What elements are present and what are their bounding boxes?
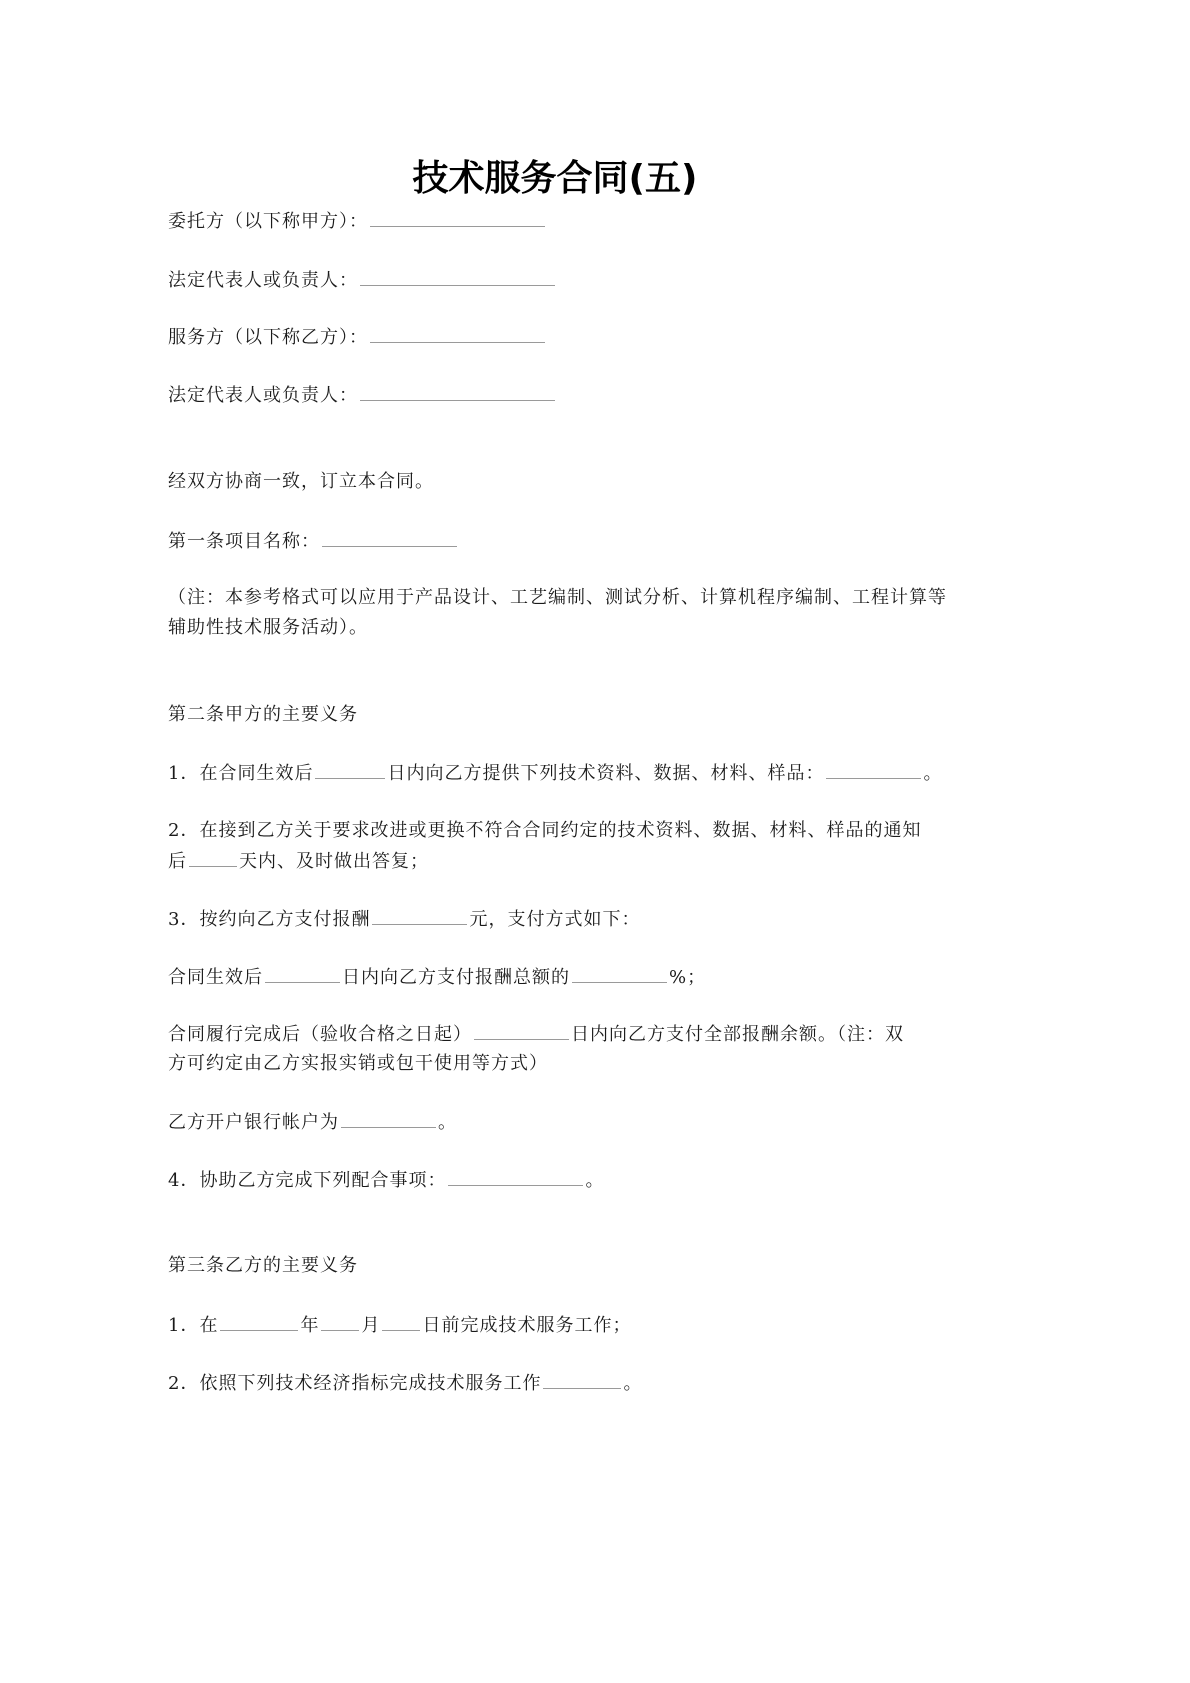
article3-item2 [168, 1368, 642, 1399]
payment-term1-text-a: 合同生效后 [168, 967, 263, 988]
deadline-month-blank[interactable] [321, 1310, 359, 1331]
article1-label: 第一条项目名称： [168, 531, 320, 552]
article2-item4 [168, 1165, 604, 1196]
payment-term2-line1 [168, 1019, 904, 1050]
bank-account-blank[interactable] [341, 1107, 436, 1128]
bank-account-label: 乙方开户银行帐户为 [168, 1112, 339, 1133]
intro-text: 经双方协商一致，订立本合同。 [168, 471, 434, 492]
party-a-rep-line [168, 265, 557, 296]
tech-indicators-blank[interactable] [543, 1368, 621, 1389]
deadline-day-blank[interactable] [382, 1310, 420, 1331]
article2-heading: 第二条甲方的主要义务 [168, 704, 358, 725]
article3-heading: 第三条乙方的主要义务 [168, 1255, 358, 1276]
payment-term1-days-blank[interactable] [265, 962, 340, 983]
payment-term1 [168, 962, 706, 993]
article2-item3-text-a: 3．按约向乙方支付报酬 [168, 909, 371, 930]
party-b-rep-label: 法定代表人或负责人： [168, 385, 358, 406]
article2-item4-end: 。 [585, 1170, 605, 1191]
article2-item1-materials-blank[interactable] [826, 758, 921, 779]
bank-account-line [168, 1107, 457, 1138]
party-b-rep-line [168, 380, 557, 411]
article3-item1 [168, 1310, 631, 1341]
payment-amount-blank[interactable] [372, 904, 467, 925]
article3-item1-text-a: 1．在 [168, 1315, 219, 1336]
project-name-blank[interactable] [322, 526, 457, 547]
payment-term1-text-b: 日内向乙方支付报酬总额的 [342, 967, 570, 988]
article2-item2-text-b: 后 [168, 851, 187, 872]
article2-item1-end: 。 [923, 763, 943, 784]
article2-item2-line1: 2．在接到乙方关于要求改进或更换不符合合同约定的技术资料、数据、材料、样品的通知 [168, 820, 922, 841]
payment-term1-text-c: %； [669, 967, 707, 988]
article2-item1 [168, 758, 942, 789]
article3-item2-end: 。 [623, 1373, 643, 1394]
payment-term2-days-blank[interactable] [474, 1019, 569, 1040]
party-a-blank[interactable] [370, 206, 545, 227]
party-a-rep-label: 法定代表人或负责人： [168, 270, 358, 291]
article3-item1-text-d: 日前完成技术服务工作； [422, 1315, 632, 1336]
party-b-blank[interactable] [370, 322, 545, 343]
article2-item2-days-blank[interactable] [189, 846, 237, 867]
party-b-rep-blank[interactable] [360, 380, 555, 401]
article1-note: （注：本参考格式可以应用于产品设计、工艺编制、测试分析、计算机程序编制、工程计算等辅助性技术服务活动）。 [168, 587, 947, 638]
payment-term2-line2: 方可约定由乙方实报实销或包干使用等方式） [168, 1053, 548, 1074]
deadline-month-label: 月 [361, 1315, 381, 1336]
article2-item2-text-c: 天内、及时做出答复； [239, 851, 429, 872]
party-a-rep-blank[interactable] [360, 265, 555, 286]
article3-item2-text: 2．依照下列技术经济指标完成技术服务工作 [168, 1373, 542, 1394]
deadline-year-blank[interactable] [220, 1310, 298, 1331]
article2-item2-line2 [168, 846, 429, 877]
article1-line [168, 526, 459, 557]
article2-item3 [168, 904, 640, 935]
article2-item3-text-b: 元，支付方式如下： [469, 909, 641, 930]
document-title: 技术服务合同(五) [412, 158, 698, 199]
cooperation-items-blank[interactable] [448, 1165, 583, 1186]
payment-term2-text-a: 合同履行完成后（验收合格之日起） [168, 1024, 472, 1045]
article2-item1-text-a: 1．在合同生效后 [168, 763, 314, 784]
article2-item1-days-blank[interactable] [315, 758, 385, 779]
party-b-line [168, 322, 547, 353]
article2-item1-text-b: 日内向乙方提供下列技术资料、数据、材料、样品： [387, 763, 825, 784]
payment-term1-percent-blank[interactable] [572, 962, 667, 983]
party-b-label: 服务方（以下称乙方）： [168, 327, 368, 348]
party-a-line [168, 206, 547, 237]
payment-term2-text-b: 日内向乙方支付全部报酬余额。（注：双 [571, 1024, 904, 1045]
bank-account-end: 。 [438, 1112, 457, 1133]
party-a-label: 委托方（以下称甲方）： [168, 211, 368, 232]
deadline-year-label: 年 [300, 1315, 320, 1336]
article2-item4-text: 4．协助乙方完成下列配合事项： [168, 1170, 447, 1191]
